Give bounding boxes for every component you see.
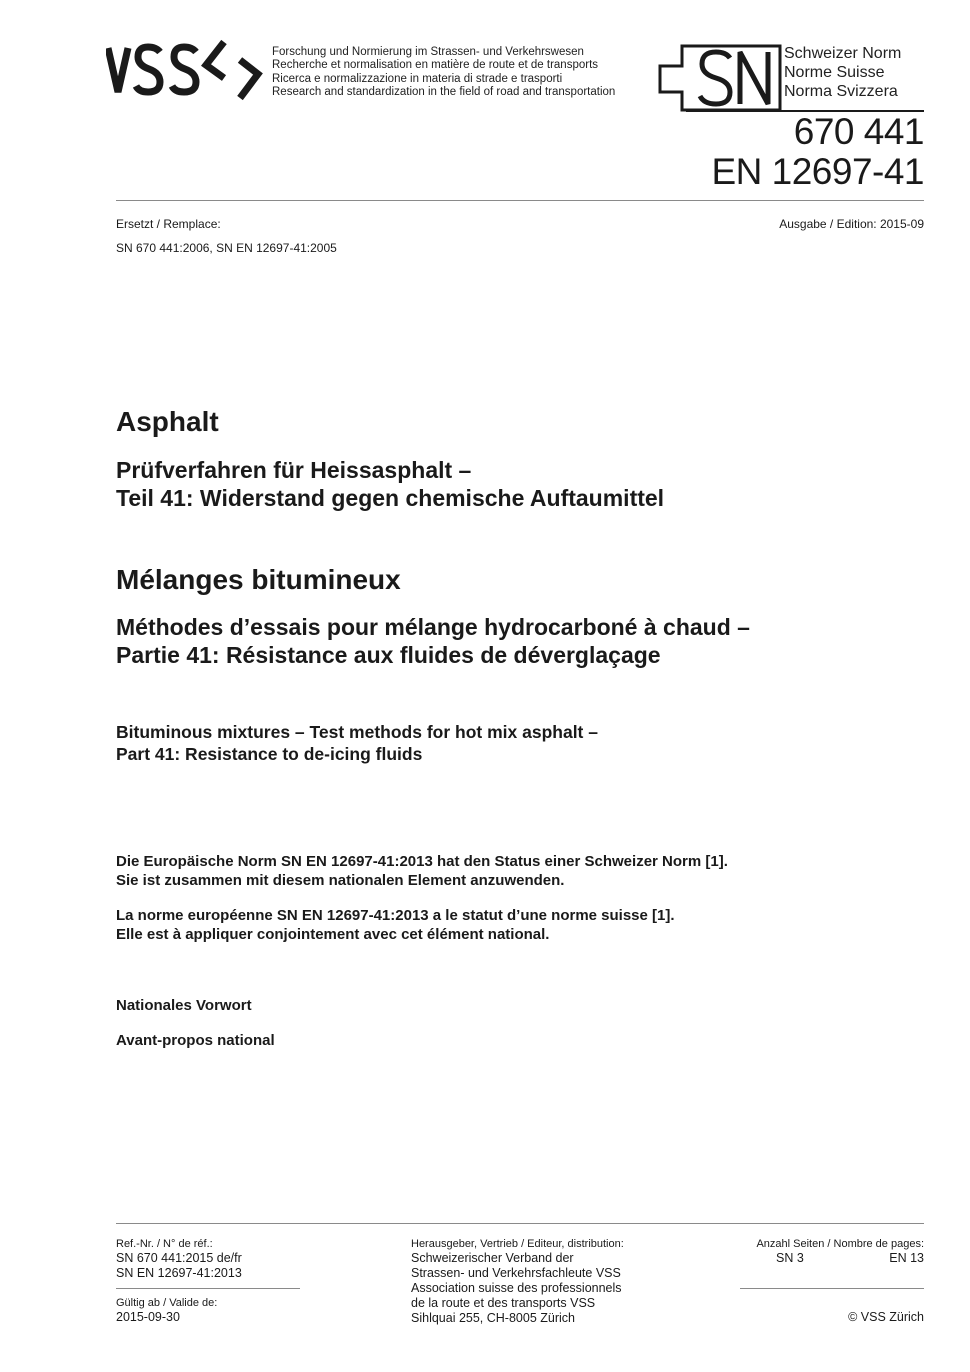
standard-number: 670 441 <box>793 111 924 152</box>
footer-left-rule <box>116 1288 300 1289</box>
sn-names <box>784 44 901 101</box>
status-de-2: Sie ist zusammen mit diesem nationalen Element anzuwenden. <box>116 872 565 889</box>
publisher-line: Sihlquai 255, CH-8005 Zürich <box>411 1311 575 1325</box>
vss-description <box>272 46 615 100</box>
subtitle-de-2: Teil 41: Widerstand gegen chemische Auftaumittel <box>116 485 665 511</box>
pages-sn: SN 3 <box>776 1251 804 1265</box>
subtitle-en-2: Part 41: Resistance to de-icing fluids <box>116 744 423 764</box>
pages-label: Anzahl Seiten / Nombre de pages: <box>756 1238 924 1250</box>
sn-logo <box>656 44 784 112</box>
status-fr-2: Elle est à appliquer conjointement avec cet élément national. <box>116 926 550 943</box>
title-fr: Mélanges bitumineux <box>116 564 401 595</box>
valid-label: Gültig ab / Valide de: <box>116 1297 218 1309</box>
edition: Ausgabe / Edition: 2015-09 <box>779 217 924 231</box>
publisher-line: Schweizerischer Verband der <box>411 1251 574 1265</box>
valid-value: 2015-09-30 <box>116 1310 180 1324</box>
ref-value-2: SN EN 12697-41:2013 <box>116 1266 242 1280</box>
publisher-line: de la route et des transports VSS <box>411 1296 596 1310</box>
subtitle-en-1: Bituminous mixtures – Test methods for hot mix asphalt – <box>116 722 598 742</box>
en-number: EN 12697-41 <box>711 151 924 192</box>
foreword-fr: Avant-propos national <box>116 1032 275 1049</box>
vss-logo <box>106 38 266 102</box>
pages-en: EN 13 <box>889 1251 924 1265</box>
subtitle-fr-2: Partie 41: Résistance aux fluides de déverglaçage <box>116 642 661 668</box>
publisher-line: Strassen- und Verkehrsfachleute VSS <box>411 1266 621 1280</box>
replaces-label: Ersetzt / Remplace: <box>116 217 221 231</box>
copyright: © VSS Zürich <box>848 1310 924 1324</box>
subtitle-de-1: Prüfverfahren für Heissasphalt – <box>116 457 472 483</box>
publisher-line: Association suisse des professionnels <box>411 1281 622 1295</box>
publisher-label: Herausgeber, Vertrieb / Editeur, distribution: <box>411 1238 624 1250</box>
sn-name-fr: Norme Suisse <box>784 64 885 81</box>
sn-name-de: Schweizer Norm <box>784 45 902 62</box>
vss-desc-line: Forschung und Normierung im Strassen- und Verkehrswesen <box>272 46 584 58</box>
subtitle-fr-1: Méthodes d’essais pour mélange hydrocarboné à chaud – <box>116 614 750 640</box>
vss-desc-line: Recherche et normalisation en matière de route et de transports <box>272 59 599 72</box>
status-de-1: Die Europäische Norm SN EN 12697-41:2013 hat den Status einer Schweizer Norm [1]. <box>116 853 728 870</box>
foreword-de: Nationales Vorwort <box>116 997 252 1014</box>
title-de: Asphalt <box>116 406 219 437</box>
vss-desc-line: Ricerca e normalizzazione in materia di strade e trasporti <box>272 72 563 85</box>
ref-label: Ref.-Nr. / N° de réf.: <box>116 1238 213 1250</box>
footer-right-rule <box>740 1288 924 1289</box>
footer-rule <box>116 1223 924 1224</box>
status-fr-1: La norme européenne SN EN 12697-41:2013 a le statut d’une norme suisse [1]. <box>116 907 675 924</box>
vss-desc-line: Research and standardization in the field of road and transportation <box>272 86 616 99</box>
replaces-value: SN 670 441:2006, SN EN 12697-41:2005 <box>116 241 337 255</box>
ref-value-1: SN 670 441:2015 de/fr <box>116 1251 242 1265</box>
sn-name-it: Norma Svizzera <box>784 83 898 100</box>
divider <box>116 200 924 201</box>
